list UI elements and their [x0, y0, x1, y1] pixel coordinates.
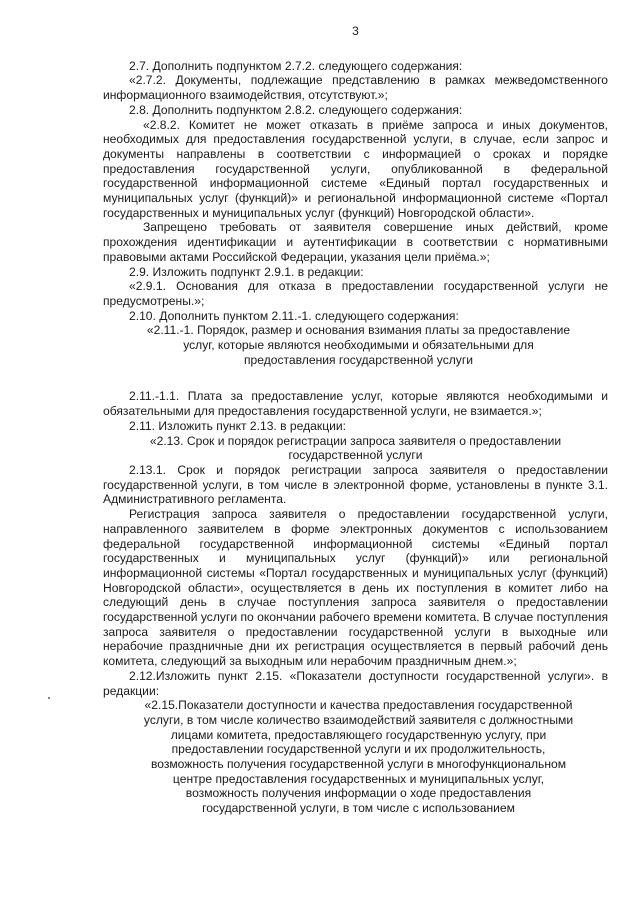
paragraph-2-11-1-1: 2.11.-1.1. Плата за предоставление услуг, которые являются необходимыми и обязательными для предоставления государственной услуги, не взимается.»;: [103, 389, 608, 419]
scan-speck: [48, 697, 50, 699]
paragraph-2-12: 2.12.Изложить пункт 2.15. «Показатели доступности государственной услуги». в редакции:: [103, 668, 608, 698]
paragraph-2-8: 2.8. Дополнить подпунктом 2.8.2. следующего содержания:: [129, 102, 463, 117]
heading-2-11-1: «2.11.-1. Порядок, размер и основания взимания платы за предоставление услуг, которые являются необходимыми и обязательными для предоставления государственной услуги: [146, 323, 571, 367]
paragraph-2-10: 2.10. Дополнить пунктом 2.11.-1. следующего содержания:: [129, 308, 459, 323]
paragraph-2-9: 2.9. Изложить подпункт 2.9.1. в редакции:: [129, 264, 364, 279]
paragraph-2-8-2: «2.8.2. Комитет не может отказать в приёме запроса и иных документов, необходимых для предоставления государственной услуги, в случае, если запрос и документы направлены в соответствии с информацией о сроках и порядке предоставления государственной услуги, опубликованной в федеральной государственной информационной системе «Единый портал государственных и муниципальных услуг (функций)» и региональной информационной системе «Портал государственных и муниципальных услуг (функций) Новгородской области».: [103, 117, 608, 220]
paragraph-prohibition: Запрещено требовать от заявителя совершение иных действий, кроме прохождения идентификации и аутентификации в соответствии с нормативными правовыми актами Российской Федерации, указания цели приёма.»;: [103, 220, 608, 264]
paragraph-2-7-2: «2.7.2. Документы, подлежащие представлению в рамках межведомственного информационного взаимодействия, отсутствуют.»;: [103, 73, 608, 103]
paragraph-2-9-1: «2.9.1. Основания для отказа в предоставлении государственной услуги не предусмотрены.»;: [103, 279, 608, 308]
heading-2-15: «2.15.Показатели доступности и качества предоставления государственной услуги, в том числе количество взаимодействий заявителя с должностными лицами комитета, предоставляющего государственную услугу, при предоставлении государственной услуги и их продолжительность, возможность получения государственной услуги в многофункциональном центре предоставления государственных и муниципальных услуг, возможность получения информации о ходе предоставления государственной услуги, в том числе с использованием: [143, 698, 574, 816]
paragraph-registration: Регистрация запроса заявителя о предоставлении государственной услуги, направленного заявителем в форме электронных документов с использованием федеральной государственной информационной системы «Единый портал государственных и муниципальных услуг (функций)» или региональной информационной системы «Портал государственных и муниципальных услуг (функций) Новгородской области», осуществляется в день их поступления в комитет либо на следующий день в случае поступления запроса заявителя о предоставлении государственной услуги по окончании рабочего времени комитета. В случае поступления запроса заявителя о предоставлении государственной услуги в выходные или нерабочие праздничные дни их регистрация осуществляется в первый рабочий день комитета, следующий за выходным или нерабочим праздничным днем.»;: [103, 507, 608, 669]
heading-2-13: «2.13. Срок и порядок регистрации запроса заявителя о предоставлении государственной услуги: [149, 433, 562, 463]
paragraph-2-11: 2.11. Изложить пункт 2.13. в редакции:: [129, 418, 346, 433]
page-number: 3: [352, 24, 359, 38]
paragraph-2-13-1: 2.13.1. Срок и порядок регистрации запроса заявителя о предоставлении государственной услуги, в том числе в электронной форме, установлены в пункте 3.1. Административного регламента.: [103, 462, 608, 507]
paragraph-2-7: 2.7. Дополнить подпунктом 2.7.2. следующего содержания:: [129, 58, 463, 73]
